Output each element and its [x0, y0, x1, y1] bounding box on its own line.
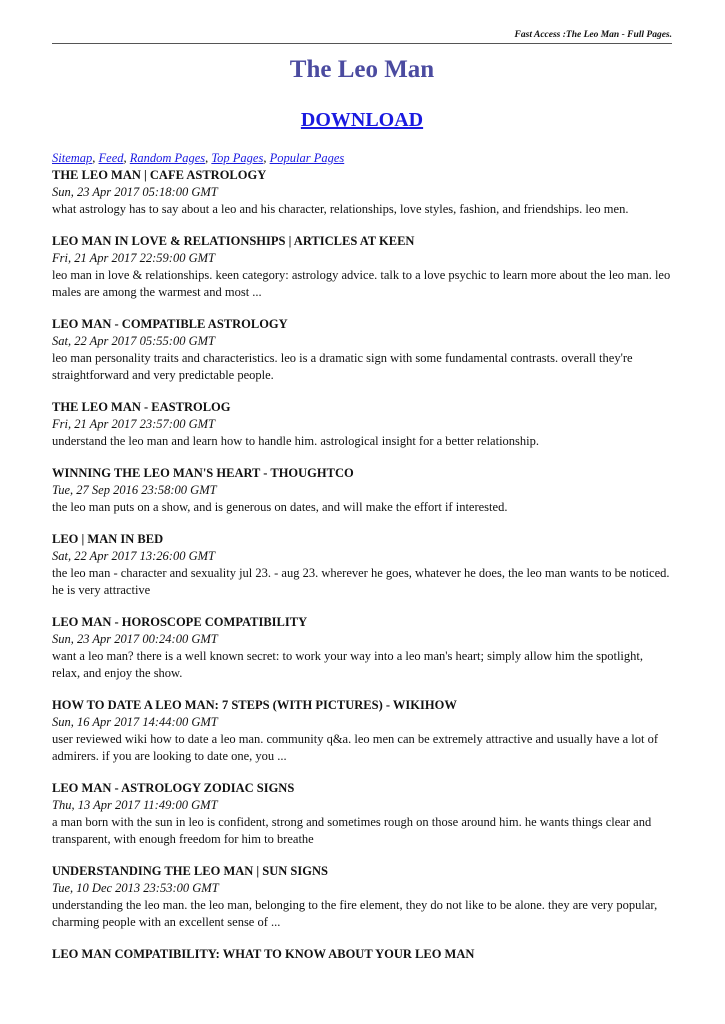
entry-title: LEO MAN - ASTROLOGY ZODIAC SIGNS — [52, 781, 295, 795]
entry-title: THE LEO MAN | CAFE ASTROLOGY — [52, 168, 267, 182]
entry-description: what astrology has to say about a leo and his character, relationships, love styles, fashion, and friendships. leo men. — [52, 202, 629, 216]
page-header-text: Fast Access :The Leo Man - Full Pages. — [514, 30, 672, 40]
list-item — [52, 531, 672, 599]
entry-date: Sun, 23 Apr 2017 00:24:00 GMT — [52, 632, 218, 646]
entry-date: Sun, 23 Apr 2017 05:18:00 GMT — [52, 185, 218, 199]
entry-description: understand the leo man and learn how to handle him. astrological insight for a better relationship. — [52, 434, 540, 448]
list-item — [52, 465, 672, 516]
entry-description: the leo man puts on a show, and is generous on dates, and will make the effort if interested. — [52, 500, 508, 514]
sitemap-link[interactable]: Sitemap — [52, 151, 93, 165]
entry-date: Fri, 21 Apr 2017 22:59:00 GMT — [52, 251, 215, 265]
main-content — [52, 150, 672, 978]
list-item — [52, 614, 672, 682]
entry-date: Sat, 22 Apr 2017 05:55:00 GMT — [52, 334, 215, 348]
entry-description: understanding the leo man. the leo man, belonging to the fire element, they do not like to be alone. they are very popular, charming people with an excellent sense of ... — [52, 898, 658, 929]
list-item — [52, 780, 672, 848]
entry-title: UNDERSTANDING THE LEO MAN | SUN SIGNS — [52, 864, 328, 878]
entry-date: Thu, 13 Apr 2017 11:49:00 GMT — [52, 798, 218, 812]
list-item — [52, 316, 672, 384]
entry-description: a man born with the sun in leo is confident, strong and sometimes rough on those around him. he wants things clear and transparent, with enough freedom for him to breathe — [52, 815, 652, 846]
list-item — [52, 946, 672, 963]
list-item — [52, 399, 672, 450]
top-pages-link[interactable]: Top Pages — [211, 151, 264, 165]
entry-description: leo man in love & relationships. keen category: astrology advice. talk to a love psychic to learn more about the leo man. leo males are among the warmest and most ... — [52, 268, 671, 299]
entry-title: LEO MAN IN LOVE & RELATIONSHIPS | ARTICLES AT KEEN — [52, 234, 415, 248]
list-item — [52, 697, 672, 765]
entry-title: LEO | MAN IN BED — [52, 532, 164, 546]
list-item — [52, 233, 672, 301]
download-section — [52, 109, 672, 132]
popular-pages-link[interactable]: Popular Pages — [269, 151, 345, 165]
nav-links: Sitemap, Feed, Random Pages, Top Pages, Popular Pages — [52, 151, 345, 165]
page-title: The Leo Man — [289, 56, 435, 83]
list-item — [52, 167, 672, 218]
header-divider — [52, 43, 672, 44]
entry-description: leo man personality traits and characteristics. leo is a dramatic sign with some fundamental contrasts. overall they're straightforward and very predictable people. — [52, 351, 633, 382]
entry-description: the leo man - character and sexuality jul 23. - aug 23. wherever he goes, whatever he does, the leo man wants to be noticed. he is very attractive — [52, 566, 670, 597]
entry-description: user reviewed wiki how to date a leo man. community q&a. leo men can be extremely attractive and usually have a lot of admirers. if you are looking to date one, you ... — [52, 732, 659, 763]
download-link[interactable]: DOWNLOAD — [300, 109, 424, 131]
entry-title: LEO MAN - COMPATIBLE ASTROLOGY — [52, 317, 288, 331]
entry-title: LEO MAN - HOROSCOPE COMPATIBILITY — [52, 615, 308, 629]
entry-title: WINNING THE LEO MAN'S HEART - THOUGHTCO — [52, 466, 354, 480]
entry-title: HOW TO DATE A LEO MAN: 7 STEPS (WITH PICTURES) - WIKIHOW — [52, 698, 457, 712]
list-item — [52, 863, 672, 931]
feed-link[interactable]: Feed — [98, 151, 124, 165]
entry-date: Tue, 27 Sep 2016 23:58:00 GMT — [52, 483, 217, 497]
entry-date: Sat, 22 Apr 2017 13:26:00 GMT — [52, 549, 215, 563]
entry-description: want a leo man? there is a well known secret: to work your way into a leo man's heart; simply allow him the spotlight, relax, and enjoy the show. — [52, 649, 644, 680]
entry-date: Fri, 21 Apr 2017 23:57:00 GMT — [52, 417, 215, 431]
random-pages-link[interactable]: Random Pages — [129, 151, 206, 165]
entry-date: Tue, 10 Dec 2013 23:53:00 GMT — [52, 881, 219, 895]
entry-date: Sun, 16 Apr 2017 14:44:00 GMT — [52, 715, 218, 729]
entry-title: LEO MAN COMPATIBILITY: WHAT TO KNOW ABOUT YOUR LEO MAN — [52, 947, 475, 961]
entry-title: THE LEO MAN - EASTROLOG — [52, 400, 231, 414]
